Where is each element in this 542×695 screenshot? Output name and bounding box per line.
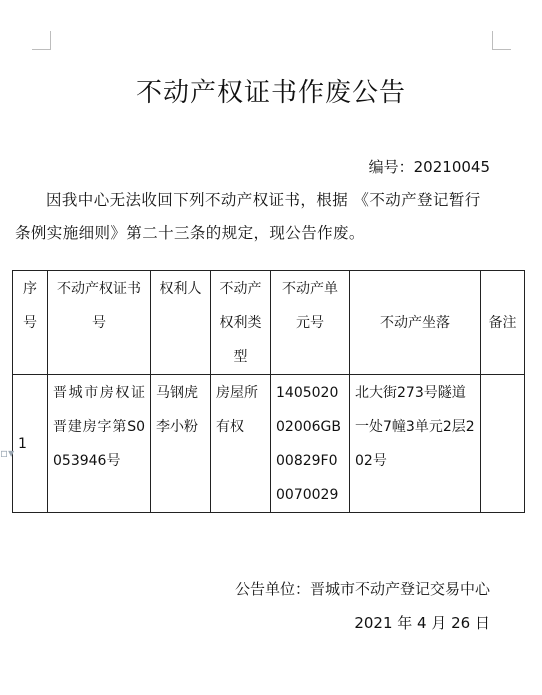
header-right-type: 不动产权利类型 (211, 271, 271, 375)
issuer-line: 公告单位：晋城市不动产登记交易中心 (234, 580, 490, 598)
cell-location: 北大街273号隧道一处7幢3单元2层202号 (350, 375, 481, 513)
header-index: 序号 (13, 271, 48, 375)
cell-unit-no: 140502002006GB00829F00070029 (271, 375, 350, 513)
header-location: 不动产坐落 (350, 271, 481, 375)
announcement-body: 因我中心无法收回下列不动产权证书，根据 《不动产登记暂行条例实施细则》第二十三条的规定，现公告作废。 (15, 191, 481, 242)
cell-owner: 马钢虎李小粉 (151, 375, 211, 513)
table-row (13, 375, 525, 513)
issue-date: 2021 年 4 月 26 日 (354, 614, 490, 632)
void-certificate-table (12, 270, 525, 513)
table-header-row (13, 271, 525, 375)
cell-index: 1 (13, 375, 48, 513)
header-remark: 备注 (481, 271, 525, 375)
margin-marker-icon: ▫▾ (0, 446, 15, 460)
header-certificate: 不动产权证书号 (48, 271, 151, 375)
header-unit-no: 不动产单元号 (271, 271, 350, 375)
document-title: 不动产权证书作废公告 (135, 78, 406, 108)
document-number: 编号：20210045 (368, 158, 490, 176)
header-owner: 权利人 (151, 271, 211, 375)
cell-certificate: 晋城市房权证晋建房字第S0053946号 (48, 375, 151, 513)
crop-mark-top-right (492, 31, 511, 50)
cell-right-type: 房屋所有权 (211, 375, 271, 513)
crop-mark-top-left (32, 31, 51, 50)
cell-remark (481, 375, 525, 513)
